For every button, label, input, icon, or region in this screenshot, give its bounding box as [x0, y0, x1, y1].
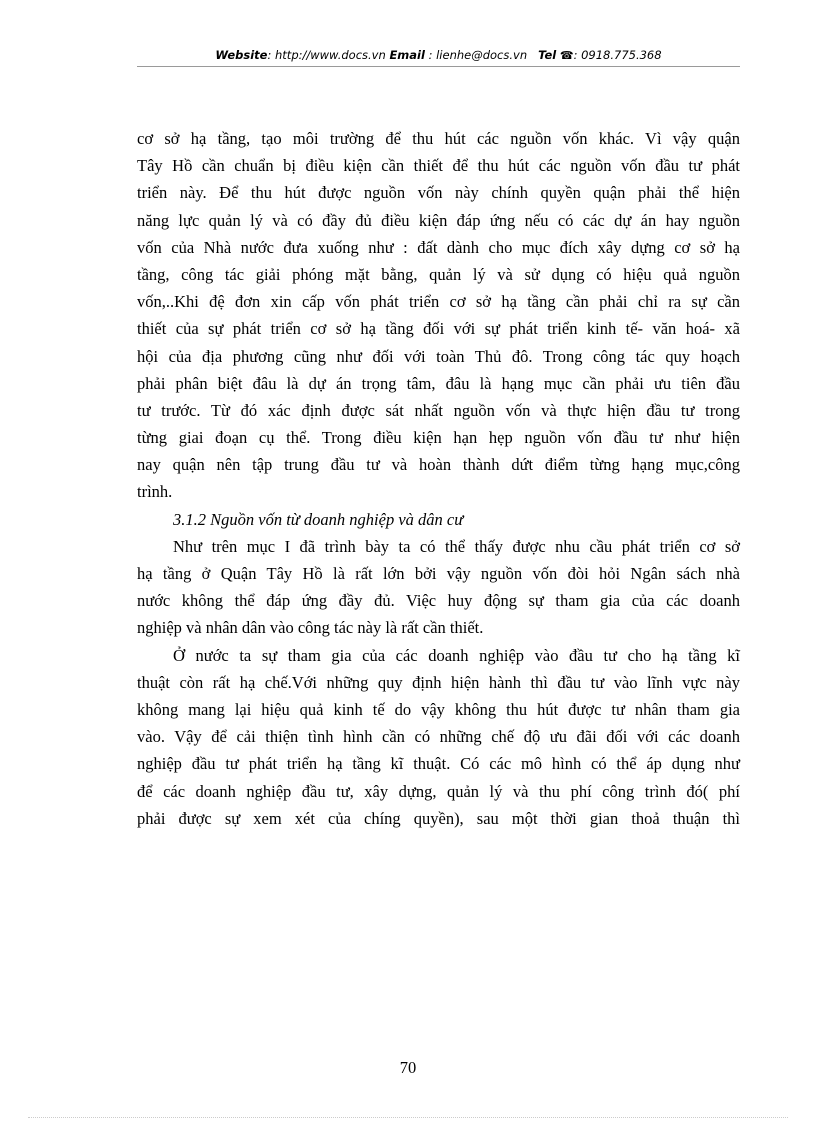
text-line: nghiệp đầu tư phát triển hạ tầng kĩ thuật. Có các mô hình có thể áp dụng như: [137, 754, 740, 774]
text-line: thiết của sự phát triển cơ sở hạ tầng đối với sự phát triển kinh tế- văn hoá- xã: [137, 319, 740, 339]
page-header: [137, 46, 740, 65]
text-line: phải được sự xem xét của chíng quyền), sau một thời gian thoả thuận thì: [137, 808, 740, 828]
document-body: [137, 125, 740, 832]
text-line: từng giai đoạn cụ thể. Trong điều kiện hạn hẹp nguồn vốn đầu tư như hiện: [137, 428, 740, 448]
website-label: Website: [215, 48, 268, 62]
text-line: Tây Hồ cần chuẩn bị điều kiện cần thiết để thu hút các nguồn vốn đầu tư phát: [137, 156, 740, 176]
text-line: hạ tầng ở Quận Tây Hồ là rất lớn bởi vậy nguồn vốn đòi hỏi Ngân sách nhà: [137, 564, 740, 583]
email-value[interactable]: : lienhe@docs.vn: [424, 48, 528, 62]
page-bottom-border: [28, 1117, 788, 1118]
text-line: vốn,..Khi đệ đơn xin cấp vốn phát triển cơ sở hạ tầng cần phải chỉ ra sự cần: [137, 292, 740, 312]
text-line: nước không thể đáp ứng đầy đủ. Việc huy động sự tham gia của các doanh: [137, 591, 740, 611]
text-line: Như trên mục I đã trình bày ta có thể thấy được nhu cầu phát triển cơ sở: [173, 536, 740, 556]
text-line: thuật còn rất hạ chế.Với những quy định hiện hành thì đầu tư vào lĩnh vực này: [137, 672, 740, 692]
text-line: nay quận nên tập trung đầu tư và hoàn thành dứt điểm từng hạng mục,công: [137, 455, 740, 475]
paragraph-1: [137, 125, 740, 506]
text-line: vốn của Nhà nước đưa xuống như : đất dành cho mục đích xây dựng cơ sở hạ: [137, 237, 740, 257]
text-line: không mang lại hiệu quả kinh tế do vậy không thu hút được tư nhân tham gia: [137, 699, 740, 719]
website-value[interactable]: : http://www.docs.vn: [267, 48, 386, 62]
text-line: vào. Vậy để cải thiện tình hình cần có những chế độ ưu đãi đối với các doanh: [137, 727, 740, 747]
tel-value: : 0918.775.368: [573, 48, 662, 62]
email-label: Email: [389, 48, 425, 62]
text-line: phải phân biệt đâu là dự án trọng tâm, đâu là hạng mục cần phải ưu tiên đầu: [137, 373, 740, 393]
text-line: hội của địa phương cũng như đối với toàn Thủ đô. Trong công tác quy hoạch: [137, 346, 740, 366]
text-line: năng lực quản lý và có đầy đủ điều kiện đáp ứng nếu có các dự án hay nguồn: [137, 210, 740, 230]
text-line: trình.: [137, 482, 173, 502]
section-heading: 3.1.2 Nguồn vốn từ doanh nghiệp và dân cư: [173, 509, 464, 529]
text-line: để các doanh nghiệp đầu tư, xây dựng, quản lý và thu phí công trình đó( phí: [137, 781, 740, 801]
phone-icon: ☎: [559, 49, 574, 62]
header-divider: [137, 66, 740, 67]
page-number: 70: [399, 1058, 417, 1077]
paragraph-3: [137, 642, 740, 832]
text-line: tầng, công tác giải phóng mặt bằng, quản lý và sử dụng có hiệu quả nguồn: [137, 264, 740, 284]
text-line: Ở nước ta sự tham gia của các doanh nghiệp vào đầu tư cho hạ tầng kĩ: [173, 645, 740, 665]
text-line: nghiệp và nhân dân vào công tác này là rất cần thiết.: [137, 618, 484, 638]
text-line: triển này. Để thu hút được nguồn vốn này chính quyền quận phải thể hiện: [137, 183, 740, 203]
tel-label: Tel: [538, 48, 557, 62]
paragraph-2: [137, 533, 740, 642]
text-line: tư trước. Từ đó xác định được sát nhất nguồn vốn và thực hiện đầu tư trong: [137, 400, 740, 420]
text-line: cơ sở hạ tầng, tạo môi trường để thu hút các nguồn vốn khác. Vì vậy quận: [137, 129, 740, 148]
